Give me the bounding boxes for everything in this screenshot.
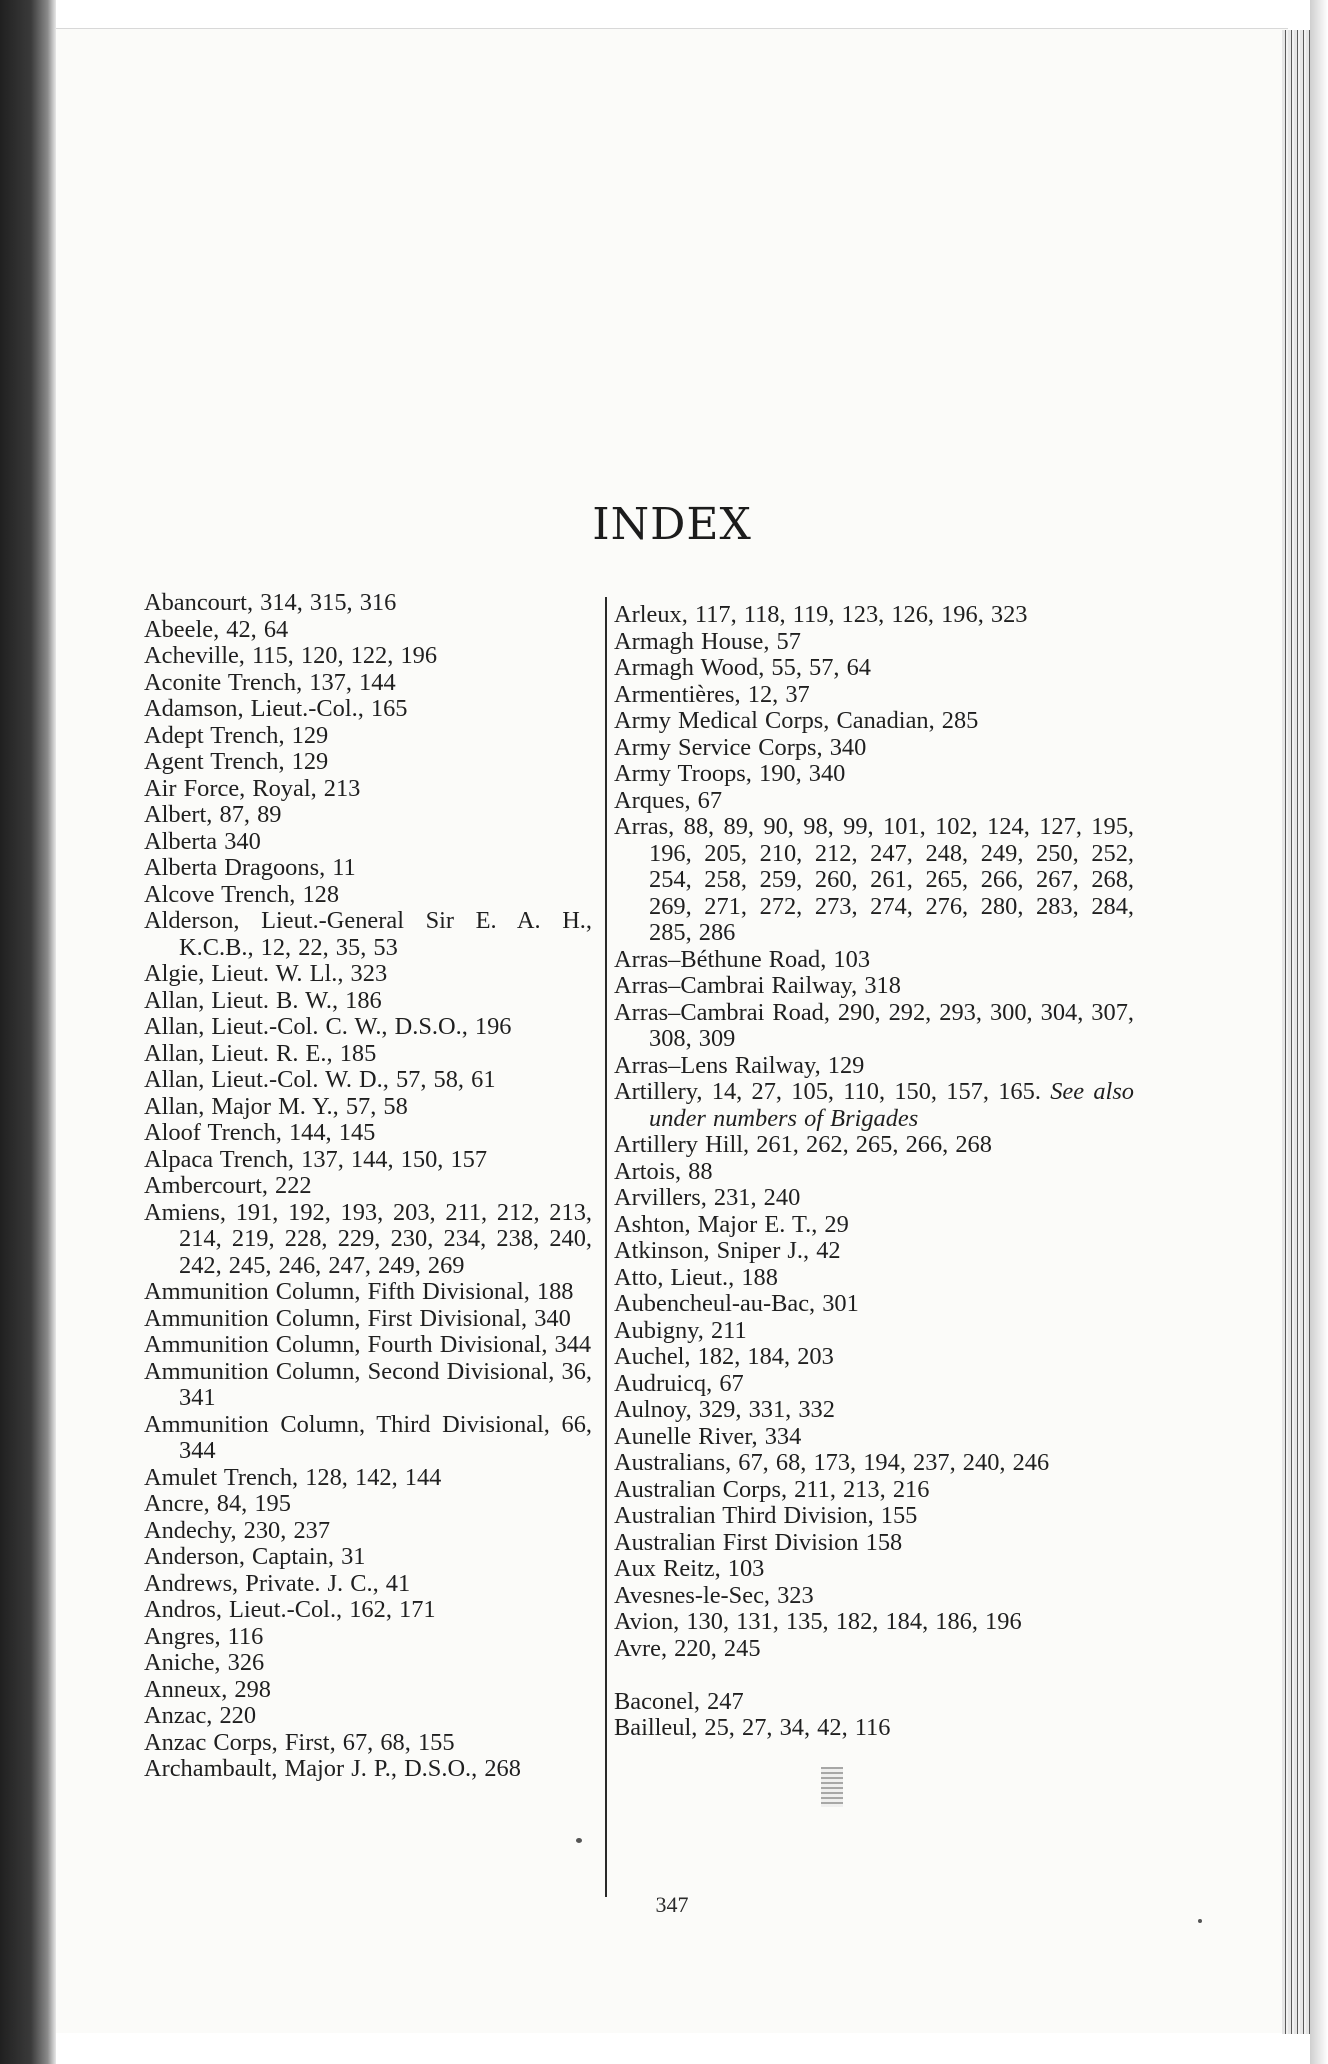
- see-also-note: See also under numbers of Brigades: [649, 1078, 1135, 1132]
- index-entry: Australian First Division 158: [614, 1528, 903, 1556]
- index-entry: Ammunition Column, Second Divisional, 36, 341: [144, 1357, 592, 1411]
- index-entry: Aux Reitz, 103: [614, 1555, 765, 1582]
- index-entry: Arras, 88, 89, 90, 98, 99, 101, 102, 124, 127, 195, 196, 205, 210, 212, 247, 248, 249, 250, 252, 254, 258, 259, 260, 261, 265, 266, 267, 268, 269, 271, 272, 273, 274, 276, 280, 283, 284, 285, 286: [614, 813, 1134, 946]
- index-entry: Army Medical Corps, Canadian, 285: [614, 707, 979, 734]
- index-entry: Atkinson, Sniper J., 42: [614, 1237, 841, 1264]
- index-entry: Allan, Lieut. B. W., 186: [144, 986, 382, 1014]
- index-entry: Adamson, Lieut.-Col., 165: [144, 695, 408, 722]
- index-entry: Australians, 67, 68, 173, 194, 237, 240, 246: [614, 1449, 1050, 1476]
- index-entry: Artois, 88: [614, 1157, 713, 1185]
- index-entry: Ambercourt, 222: [144, 1172, 312, 1199]
- section-gap: [614, 1662, 1134, 1689]
- index-column-left: [144, 590, 592, 1783]
- index-entry-with-see-also: [614, 1079, 1134, 1132]
- index-entry: Anzac Corps, First, 67, 68, 155: [144, 1728, 455, 1756]
- index-entry: Aulnoy, 329, 331, 332: [614, 1396, 835, 1423]
- index-entry: Aunelle River, 334: [614, 1422, 802, 1450]
- index-entry: Audruicq, 67: [614, 1369, 744, 1397]
- index-entry: Andros, Lieut.-Col., 162, 171: [144, 1596, 436, 1623]
- index-entry: Ammunition Column, Fourth Divisional, 344: [144, 1331, 592, 1358]
- ink-speck: [1198, 1919, 1202, 1923]
- outer-margin: [1310, 0, 1328, 2064]
- index-page: [56, 28, 1288, 2033]
- index-entry: Agent Trench, 129: [144, 748, 329, 775]
- index-entry: Adept Trench, 129: [144, 721, 329, 749]
- index-entry: Australian Corps, 211, 213, 216: [614, 1475, 930, 1503]
- index-entry: Andechy, 230, 237: [144, 1516, 331, 1544]
- index-entry: Ancre, 84, 195: [144, 1490, 291, 1517]
- page-number: 347: [655, 1892, 689, 1917]
- entry-text: Artillery, 14, 27, 105, 110, 150, 157, 165.: [614, 1078, 1041, 1105]
- index-entry: Ammunition Column, Third Divisional, 66, 344: [144, 1410, 592, 1464]
- index-entry: Allan, Lieut. R. E., 185: [144, 1039, 377, 1067]
- index-entry: Armagh House, 57: [614, 627, 801, 655]
- index-entry: Anzac, 220: [144, 1702, 257, 1729]
- index-entry: Abancourt, 314, 315, 316: [144, 589, 397, 616]
- index-entry: Avesnes-le-Sec, 323: [614, 1581, 814, 1609]
- index-column-right: [614, 602, 1134, 1742]
- index-entry: Angres, 116: [144, 1622, 264, 1650]
- index-entry: Amiens, 191, 192, 193, 203, 211, 212, 213, 214, 219, 228, 229, 230, 234, 238, 240, 242, 245, 246, 247, 249, 269: [144, 1198, 592, 1279]
- index-entry: Australian Third Division, 155: [614, 1502, 918, 1529]
- index-entry: Aniche, 326: [144, 1649, 265, 1676]
- index-entry: Algie, Lieut. W. Ll., 323: [144, 960, 388, 987]
- index-entry: Allan, Lieut.-Col. W. D., 57, 58, 61: [144, 1066, 496, 1093]
- index-entry: Air Force, Royal, 213: [144, 774, 361, 802]
- index-entry: Army Service Corps, 340: [614, 733, 867, 761]
- page-stack-edge: [1282, 30, 1310, 2034]
- index-entry: Ammunition Column, First Divisional, 340: [144, 1304, 571, 1332]
- index-entry: Alcove Trench, 128: [144, 880, 340, 908]
- page-title: INDEX: [592, 499, 752, 550]
- index-entry: Armagh Wood, 55, 57, 64: [614, 654, 871, 681]
- index-entry: Arras–Cambrai Road, 290, 292, 293, 300, 304, 307, 308, 309: [614, 998, 1134, 1052]
- index-entry: Bailleul, 25, 27, 34, 42, 116: [614, 1714, 891, 1741]
- index-entry: Allan, Lieut.-Col. C. W., D.S.O., 196: [144, 1013, 512, 1040]
- index-entry: Archambault, Major J. P., D.S.O., 268: [144, 1755, 521, 1782]
- index-entry: Auchel, 182, 184, 203: [614, 1343, 834, 1370]
- index-entry: Anneux, 298: [144, 1675, 272, 1703]
- index-entry: Allan, Major M. Y., 57, 58: [144, 1092, 408, 1120]
- index-entry: Arques, 67: [614, 786, 723, 814]
- index-entry: Baconel, 247: [614, 1687, 744, 1715]
- index-entry: Armentières, 12, 37: [614, 680, 810, 708]
- index-entry: Arvillers, 231, 240: [614, 1184, 801, 1211]
- index-entry: Aconite Trench, 137, 144: [144, 668, 396, 696]
- index-entry: Ashton, Major E. T., 29: [614, 1210, 849, 1238]
- index-entry: Aloof Trench, 144, 145: [144, 1119, 376, 1146]
- index-entry: Alberta 340: [144, 827, 261, 855]
- index-entry: Andrews, Private. J. C., 41: [144, 1569, 411, 1597]
- index-entry: Arras–Béthune Road, 103: [614, 945, 871, 973]
- index-entry: Arleux, 117, 118, 119, 123, 126, 196, 323: [614, 601, 1028, 628]
- index-entry: Atto, Lieut., 188: [614, 1263, 778, 1291]
- index-entry: Anderson, Captain, 31: [144, 1543, 366, 1570]
- index-entry: Albert, 87, 89: [144, 801, 282, 828]
- index-entry: Arras–Cambrai Railway, 318: [614, 972, 901, 999]
- index-entry: Arras–Lens Railway, 129: [614, 1051, 865, 1079]
- index-entry: Acheville, 115, 120, 122, 196: [144, 642, 438, 669]
- index-entry: Avre, 220, 245: [614, 1634, 761, 1662]
- index-entry: Artillery Hill, 261, 262, 265, 266, 268: [614, 1131, 992, 1158]
- index-entry: Abeele, 42, 64: [144, 615, 289, 643]
- index-entry: Alderson, Lieut.-General Sir E. A. H., K.C.B., 12, 22, 35, 53: [144, 907, 592, 961]
- ink-speck: [576, 1838, 582, 1843]
- index-entry: Aubigny, 211: [614, 1316, 747, 1344]
- index-entry: Amulet Trench, 128, 142, 144: [144, 1463, 442, 1491]
- index-entry: Ammunition Column, Fifth Divisional, 188: [144, 1278, 574, 1305]
- library-stamp-mark: [821, 1767, 843, 1807]
- index-entry: Army Troops, 190, 340: [614, 760, 846, 787]
- index-entry: Avion, 130, 131, 135, 182, 184, 186, 196: [614, 1608, 1022, 1635]
- index-entry: Aubencheul-au-Bac, 301: [614, 1290, 859, 1317]
- index-entry: Alpaca Trench, 137, 144, 150, 157: [144, 1145, 488, 1173]
- index-entry: Alberta Dragoons, 11: [144, 854, 356, 881]
- book-spine-edge: [0, 0, 56, 2064]
- column-rule: [605, 597, 607, 1897]
